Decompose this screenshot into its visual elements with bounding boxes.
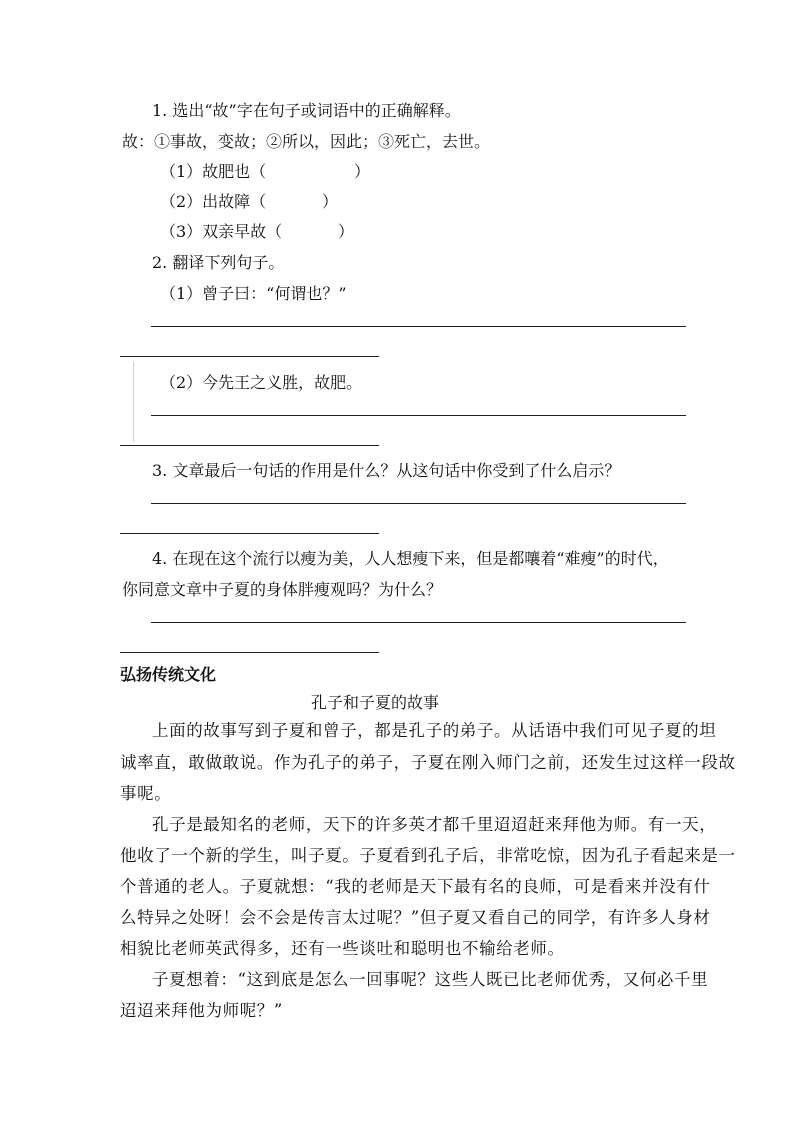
- answer-line: [151, 415, 686, 416]
- answer-line: [151, 622, 686, 623]
- story-paragraph-3-line-1: 子夏想着：“这到底是怎么一回事呢？这些人既已比老师优秀，又何必千里: [152, 970, 709, 989]
- answer-line: [151, 503, 686, 504]
- question-1-item-2-close: ）: [322, 192, 339, 211]
- question-2-item-2: （2）今先王之义胜，故肥。: [160, 373, 363, 392]
- question-1-item-1: （1）故肥也（: [160, 162, 267, 181]
- question-1-item-3-close: ）: [338, 222, 355, 241]
- question-1-item-1-close: ）: [354, 162, 371, 181]
- story-paragraph-2-line-2: 他收了一个新的学生，叫子夏。子夏看到孔子后，非常吃惊，因为孔子看起来是一: [120, 846, 736, 865]
- question-2-title: 2. 翻译下列句子。: [152, 253, 285, 272]
- story-paragraph-2-line-1: 孔子是最知名的老师，天下的许多英才都千里迢迢赶来拜他为师。有一天，: [152, 815, 717, 834]
- story-paragraph-2-line-3: 个普通的老人。子夏就想：“我的老师是天下最有名的良师，可是看来并没有什: [120, 877, 711, 896]
- story-paragraph-1-line-2: 诚率直，敢做敢说。作为孔子的弟子，子夏在刚入师门之前，还发生过这样一段故: [120, 753, 736, 772]
- answer-line: [120, 356, 379, 357]
- story-paragraph-3-line-2: 迢迢来拜他为师呢？”: [120, 1001, 283, 1020]
- question-1-item-3: （3）双亲早故（: [160, 222, 283, 241]
- story-paragraph-2-line-4: 么特异之处呀！会不会是传言太过呢？”但子夏又看自己的同学，有许多人身材: [120, 908, 711, 927]
- story-title: 孔子和子夏的故事: [311, 693, 440, 712]
- question-1-definitions: 故：①事故，变故；②所以，因此；③死亡，去世。: [122, 132, 491, 151]
- answer-line: [120, 445, 379, 446]
- question-1-item-2: （2）出故障（: [160, 192, 267, 211]
- question-2-item-1: （1）曾子曰：“何谓也？”: [160, 284, 347, 303]
- story-paragraph-1-line-3: 事呢。: [120, 784, 172, 803]
- answer-line: [151, 326, 686, 327]
- answer-line: [120, 652, 379, 653]
- margin-divider: [133, 362, 134, 442]
- story-paragraph-1-line-1: 上面的故事写到子夏和曾子，都是孔子的弟子。从话语中我们可见子夏的坦: [152, 721, 717, 740]
- section-heading: 弘扬传统文化: [120, 665, 217, 684]
- question-3-title: 3. 文章最后一句话的作用是什么？从这句话中你受到了什么启示？: [152, 461, 621, 480]
- story-paragraph-2-line-5: 相貌比老师英武得多，还有一些谈吐和聪明也不输给老师。: [120, 939, 565, 958]
- question-4-line-2: 你同意文章中子夏的身体胖瘦观吗？为什么？: [122, 580, 443, 599]
- question-1-title: 1. 选出“故”字在句子或词语中的正确解释。: [152, 101, 461, 120]
- answer-line: [120, 533, 379, 534]
- question-4-line-1: 4. 在现在这个流行以瘦为美，人人想瘦下来，但是都嚷着“难瘦”的时代，: [152, 549, 669, 568]
